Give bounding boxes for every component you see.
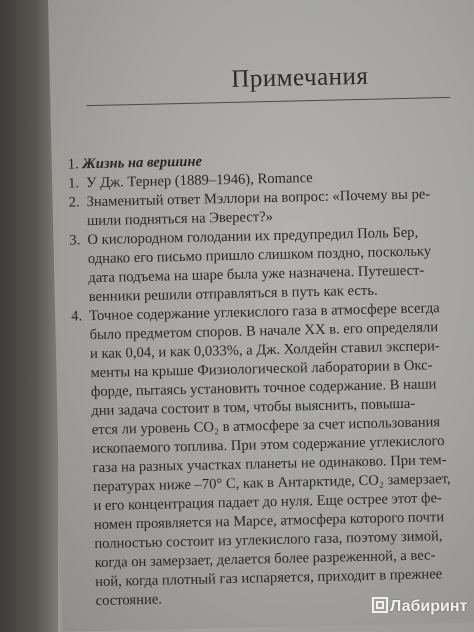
note-line: когда он замерзает, делается более разреженной, а вес-	[94, 547, 436, 572]
book-page	[48, 0, 474, 632]
note-line: менты на крыше Физиологической лаборатории в Окс-	[90, 357, 433, 382]
note-line: Знаменитый ответ Мэллори на вопрос: «Почему вы ре-	[86, 186, 431, 211]
note-line: У Дж. Тернер (1889–1946), Romance	[85, 170, 313, 192]
note-number: 3.	[69, 232, 81, 249]
note-line: и как 0,04, и как 0,033%, а Дж. Холдейн ставил экспери-	[89, 338, 440, 363]
note-line: и его концентрация падает до нуля. Еще острее этот фе-	[93, 490, 443, 515]
note-line: номен проявляется на Марсе, атмосфера которого почти	[93, 509, 445, 534]
note-item	[69, 222, 474, 308]
note-number: 2.	[68, 194, 80, 211]
note-line: ископаемого топлива. При этом содержание углекислого	[92, 433, 445, 458]
note-line: ной, когда плотный газ испаряется, приходит в прежнее	[95, 566, 443, 591]
note-line: дни задача состоит в том, чтобы выяснить, повыша-	[91, 395, 416, 420]
watermark-text: Лабиринт	[390, 598, 468, 615]
heading-rule	[86, 97, 450, 106]
note-line: дата подъема на шаре была уже назначена. Путешест-	[88, 262, 425, 287]
note-line: пературах ниже –70° С, как в Антарктиде, CO₂ замерзает,	[92, 470, 451, 496]
note-item	[71, 298, 474, 611]
note-line: Точное содержание углекислого газа в атмосфере всегда	[89, 300, 440, 325]
note-line: состояние.	[95, 591, 163, 610]
section-number: 1.	[67, 156, 79, 173]
note-line: полностью состоит из углекислого газа, поэтому зимой,	[94, 528, 443, 553]
note-line: О кислородном голодании их предупредил Поль Бер,	[87, 224, 419, 249]
watermark	[372, 597, 467, 616]
note-line: ется ли уровень CO₂ в атмосфере за счет использования	[91, 414, 441, 439]
note-line: было предметом споров. В начале XX в. его определяли	[89, 319, 439, 344]
note-line: форде, пытаясь установить точное содержание. В наши	[90, 376, 437, 401]
note-number: 4.	[71, 308, 83, 325]
note-line: венники решили отправляться в путь как есть.	[88, 282, 378, 306]
notes-body	[68, 146, 474, 611]
labirint-logo-icon	[372, 597, 388, 613]
note-number: 1.	[67, 175, 80, 192]
section-title-text: Жизнь на вершине	[82, 153, 203, 173]
note-line: газа на разных участках планеты не одинаково. При тем-	[92, 452, 447, 477]
note-line: однако его письмо пришло слишком поздно, поскольку	[87, 243, 432, 268]
note-line: шили подняться на Эверест?»	[86, 208, 274, 230]
page-heading: Примечания	[230, 62, 369, 93]
